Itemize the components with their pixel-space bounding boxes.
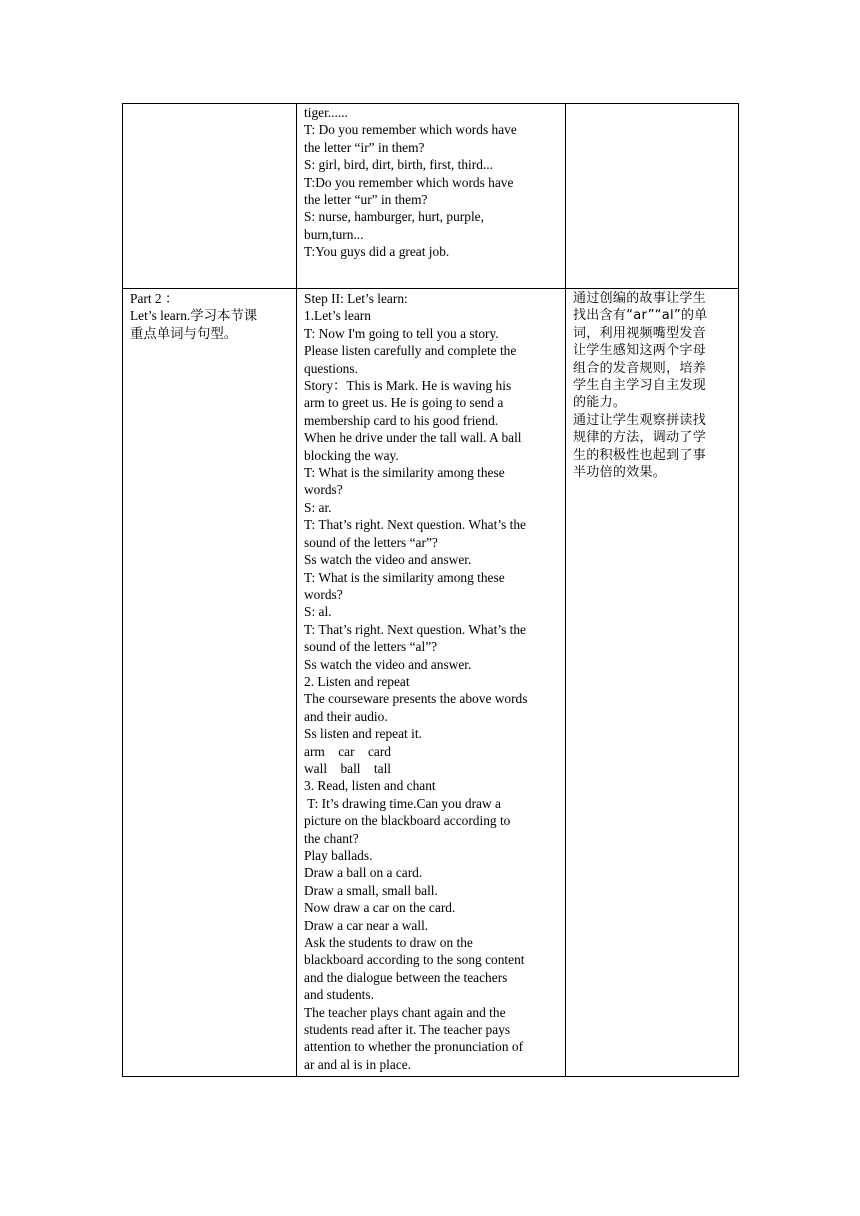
text-line: arm to greet us. He is going to send a (304, 395, 504, 411)
text-line: Ss watch the video and answer. (304, 552, 472, 568)
table-row (123, 289, 739, 1077)
text-line: Part 2 ： (130, 291, 179, 306)
step-cell (123, 104, 297, 289)
text-line: picture on the blackboard according to (304, 813, 511, 829)
text-line: T:Do you remember which words have (304, 174, 514, 190)
text-line: words? (304, 482, 343, 498)
text-line: blackboard according to the song content (304, 952, 525, 968)
text-line: 3. Read, listen and chant (304, 778, 436, 794)
text-line: 2. Listen and repeat (304, 673, 410, 689)
text-line: attention to whether the pronunciation of (304, 1039, 524, 1055)
text-line: Ss listen and repeat it. (304, 726, 422, 742)
text-line: T: It’s drawing time.Can you draw a (304, 795, 501, 811)
text-line: The teacher plays chant again and the (304, 1004, 506, 1020)
text-line: 词，利用视频嘴型发音 (573, 325, 707, 341)
process-cell (297, 289, 566, 1077)
text-line: and their audio. (304, 708, 388, 724)
text-line: 半功倍的效果。 (573, 465, 667, 481)
text-line: T: That’s right. Next question. What’s the (304, 621, 526, 637)
text-line: 找出含有“ar”“al”的单 (573, 308, 708, 324)
step-cell (123, 289, 297, 1077)
text-line: Story：This is Mark. He is waving his (304, 378, 512, 394)
text-line: Draw a car near a wall. (304, 917, 429, 933)
text-line: sound of the letters “ar”? (304, 534, 438, 550)
text-line: arm car card (304, 743, 391, 759)
text-line: and students. (304, 987, 374, 1003)
process-text (304, 290, 558, 1073)
intent-cell (566, 104, 739, 289)
text-line: Now draw a car on the card. (304, 900, 456, 916)
text-line: wall ball tall (304, 760, 392, 776)
text-line: T: That’s right. Next question. What’s the (304, 517, 526, 533)
process-cell (297, 104, 566, 289)
text-line: T: What is the similarity among these (304, 465, 505, 481)
text-line: S: ar. (304, 499, 332, 515)
text-line: ar and al is in place. (304, 1056, 412, 1072)
text-line: S: nurse, hamburger, hurt, purple, (304, 209, 484, 225)
table-row (123, 104, 739, 289)
step-text (130, 290, 289, 342)
text-line: 通过创编的故事让学生 (573, 291, 707, 306)
text-line: S: girl, bird, dirt, birth, first, third... (304, 157, 493, 173)
text-line: students read after it. The teacher pays (304, 1022, 511, 1038)
text-line: 让学生感知这两个字母 (573, 343, 707, 359)
text-line: 的能力。 (573, 395, 627, 411)
text-line: When he drive under the tall wall. A ball (304, 430, 522, 446)
text-line: membership card to his good friend. (304, 412, 499, 428)
text-line: the letter “ir” in them? (304, 139, 425, 155)
text-line: the letter “ur” in them? (304, 192, 428, 208)
text-line: T:You guys did a great job. (304, 244, 450, 260)
text-line: Step II: Let’s learn: (304, 291, 408, 306)
text-line: words? (304, 586, 343, 602)
text-line: burn,turn... (304, 226, 364, 242)
text-line: 重点单词与句型。 (130, 325, 238, 341)
text-line: 1.Let’s learn (304, 308, 371, 324)
text-line: Draw a small, small ball. (304, 882, 438, 898)
text-line: T: Do you remember which words have (304, 122, 517, 138)
text-line: 规律的方法，调动了学 (573, 430, 707, 446)
text-line: T: Now I'm going to tell you a story. (304, 325, 499, 341)
text-line: Ss watch the video and answer. (304, 656, 472, 672)
intent-cell (566, 289, 739, 1077)
text-line: Ask the students to draw on the (304, 935, 473, 951)
text-line: the chant? (304, 830, 359, 846)
lesson-plan-table (122, 103, 739, 1077)
text-line: tiger...... (304, 105, 348, 120)
text-line: blocking the way. (304, 447, 399, 463)
text-line: 生的积极性也起到了事 (573, 447, 707, 463)
text-line: T: What is the similarity among these (304, 569, 505, 585)
text-line: The courseware presents the above words (304, 691, 528, 707)
text-line: S: al. (304, 604, 332, 620)
text-line: 学生自主学习自主发现 (573, 378, 707, 394)
text-line: Please listen carefully and complete the (304, 343, 517, 359)
text-line: Play ballads. (304, 848, 373, 863)
text-line: Let’s learn.学习本节课 (130, 308, 258, 324)
text-line: questions. (304, 360, 358, 376)
text-line: and the dialogue between the teachers (304, 969, 508, 985)
text-line: Draw a ball on a card. (304, 865, 423, 881)
text-line: 组合的发音规则，培养 (573, 360, 707, 376)
intent-text (573, 290, 731, 481)
process-text (304, 104, 558, 261)
text-line: sound of the letters “al”? (304, 639, 438, 655)
text-line: 通过让学生观察拼读找 (573, 412, 707, 428)
